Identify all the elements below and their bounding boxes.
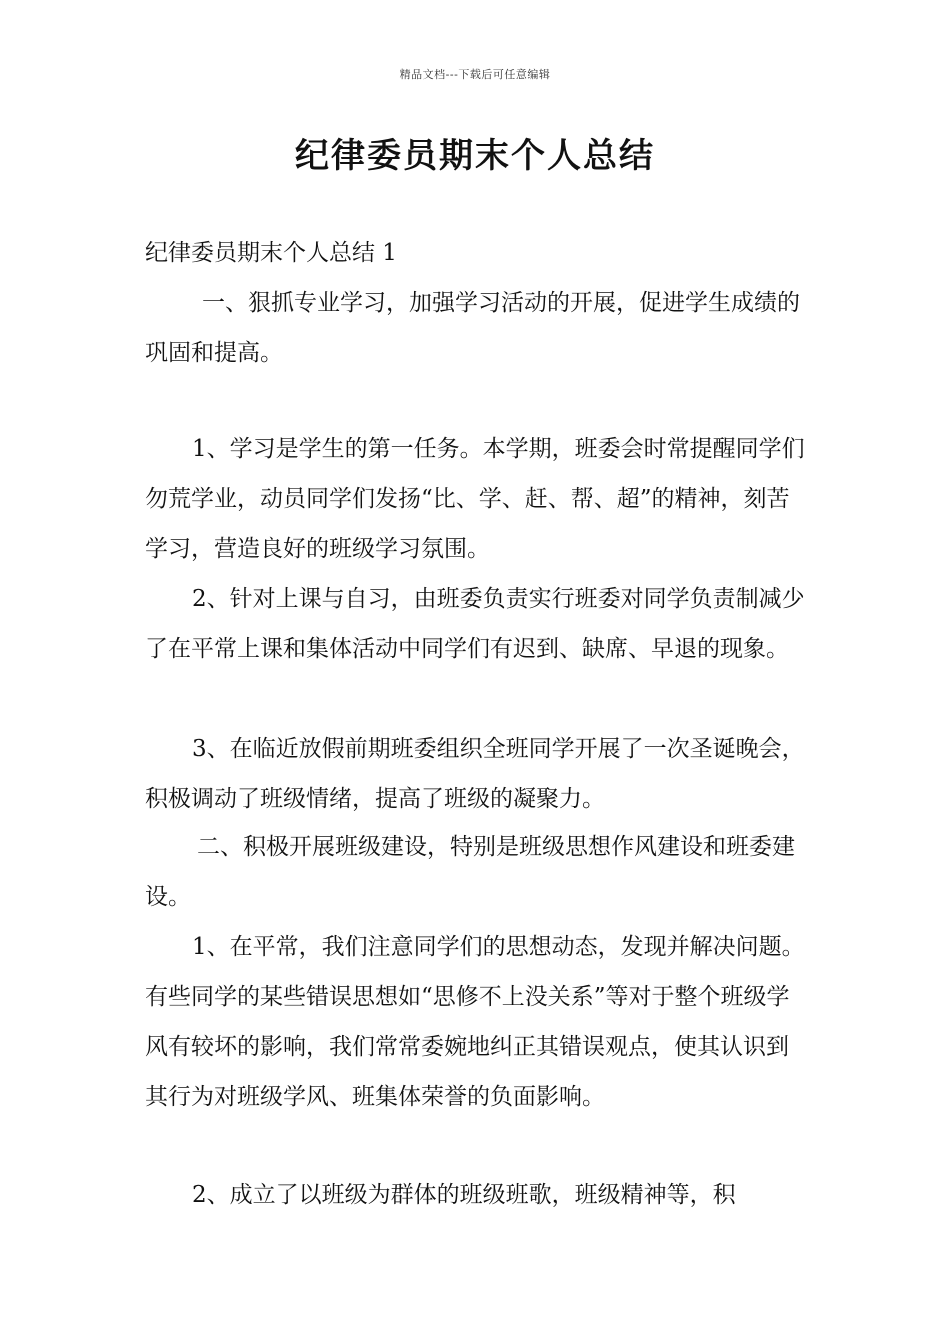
paragraph-3: 2、针对上课与自习，由班委负责实行班委对同学负责制减少了在平常上课和集体活动中同学们有迟到、缺席、早退的现象。 [145, 586, 805, 662]
paragraph-2: 1、学习是学生的第一任务。本学期，班委会时常提醒同学们勿荒学业，动员同学们发扬“比、学、赶、帮、超”的精神，刻苦学习，营造良好的班级学习氛围。 [145, 436, 805, 562]
section-subtitle: 纪律委员期末个人总结 1 [145, 240, 397, 266]
paragraph-7: 2、成立了以班级为群体的班级班歌，班级精神等，积 [192, 1182, 736, 1208]
document-title: 纪律委员期末个人总结 [295, 136, 655, 176]
paragraph-4: 3、在临近放假前期班委组织全班同学开展了一次圣诞晚会，积极调动了班级情绪，提高了班级的凝聚力。 [145, 736, 805, 812]
paragraph-5: 二、积极开展班级建设，特别是班级思想作风建设和班委建设。 [145, 834, 795, 910]
paragraph-6: 1、在平常，我们注意同学们的思想动态，发现并解决问题。有些同学的某些错误思想如“思修不上没关系”等对于整个班级学风有较坏的影响，我们常常委婉地纠正其错误观点，使其认识到其行为对班级学风、班集体荣誉的负面影响。 [145, 934, 805, 1110]
paragraph-1: 一、狠抓专业学习，加强学习活动的开展，促进学生成绩的巩固和提高。 [145, 290, 800, 366]
header-note: 精品文档---下载后可任意编辑 [399, 68, 551, 81]
